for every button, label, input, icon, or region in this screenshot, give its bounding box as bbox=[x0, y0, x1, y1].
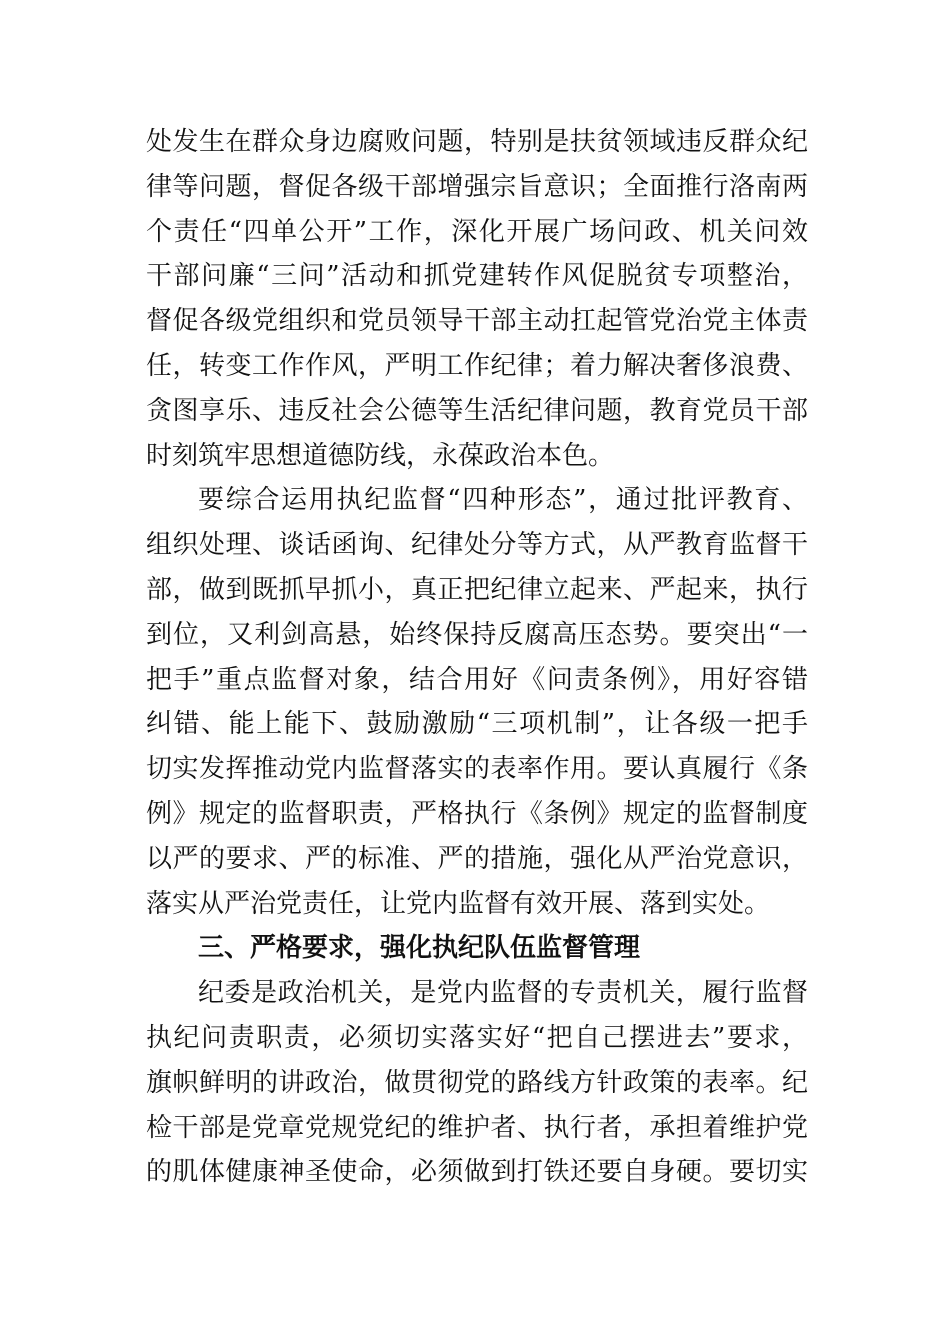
text-line: 检干部是党章党规党纪的维护者、执行者，承担着维护党 bbox=[146, 1112, 808, 1143]
paragraph-2 bbox=[146, 478, 808, 926]
text-line: 组织处理、谈话函询、纪律处分等方式，从严教育监督干 bbox=[146, 530, 808, 561]
text-line: 切实发挥推动党内监督落实的表率作用。要认真履行《条 bbox=[146, 754, 808, 785]
text-line: 以严的要求、严的标准、严的措施，强化从严治党意识， bbox=[146, 843, 808, 874]
text-line: 要综合运用执纪监督“四种形态”，通过批评教育、 bbox=[198, 485, 808, 516]
text-line: 部，做到既抓早抓小，真正把纪律立起来、严起来，执行 bbox=[146, 574, 808, 605]
document-page bbox=[146, 120, 808, 1195]
text-line: 贪图享乐、违反社会公德等生活纪律问题，教育党员干部 bbox=[146, 395, 808, 426]
text-line: 律等问题，督促各级干部增强宗旨意识；全面推行洛南两 bbox=[146, 171, 808, 202]
text-line: 纪委是政治机关，是党内监督的专责机关，履行监督 bbox=[198, 978, 808, 1009]
text-line: 时刻筑牢思想道德防线，永葆政治本色。 bbox=[146, 440, 615, 471]
paragraph-1 bbox=[146, 120, 808, 478]
section-heading: 三、严格要求，强化执纪队伍监督管理 bbox=[198, 933, 641, 964]
text-line: 落实从严治党责任，让党内监督有效开展、落到实处。 bbox=[146, 888, 771, 919]
text-line: 到位，又利剑高悬，始终保持反腐高压态势。要突出“一 bbox=[146, 619, 808, 650]
text-line: 个责任“四单公开”工作，深化开展广场问政、机关问效 bbox=[146, 216, 808, 247]
paragraph-3 bbox=[146, 971, 808, 1195]
text-line: 干部问廉“三问”活动和抓党建转作风促脱贫专项整治， bbox=[146, 261, 808, 292]
text-line: 纠错、能上能下、鼓励激励“三项机制”，让各级一把手 bbox=[146, 709, 808, 740]
text-line: 处发生在群众身边腐败问题，特别是扶贫领域违反群众纪 bbox=[146, 127, 808, 157]
text-line: 督促各级党组织和党员领导干部主动扛起管党治党主体责 bbox=[146, 306, 808, 337]
text-line: 例》规定的监督职责，严格执行《条例》规定的监督制度 bbox=[146, 798, 808, 829]
text-line: 的肌体健康神圣使命，必须做到打铁还要自身硬。要切实 bbox=[146, 1157, 808, 1188]
text-line: 执纪问责职责，必须切实落实好“把自己摆进去”要求， bbox=[146, 1022, 808, 1053]
text-line: 旗帜鲜明的讲政治，做贯彻党的路线方针政策的表率。纪 bbox=[146, 1067, 808, 1098]
text-line: 任，转变工作作风，严明工作纪律；着力解决奢侈浪费、 bbox=[146, 350, 808, 381]
text-line: 把手”重点监督对象，结合用好《问责条例》，用好容错 bbox=[146, 664, 808, 695]
